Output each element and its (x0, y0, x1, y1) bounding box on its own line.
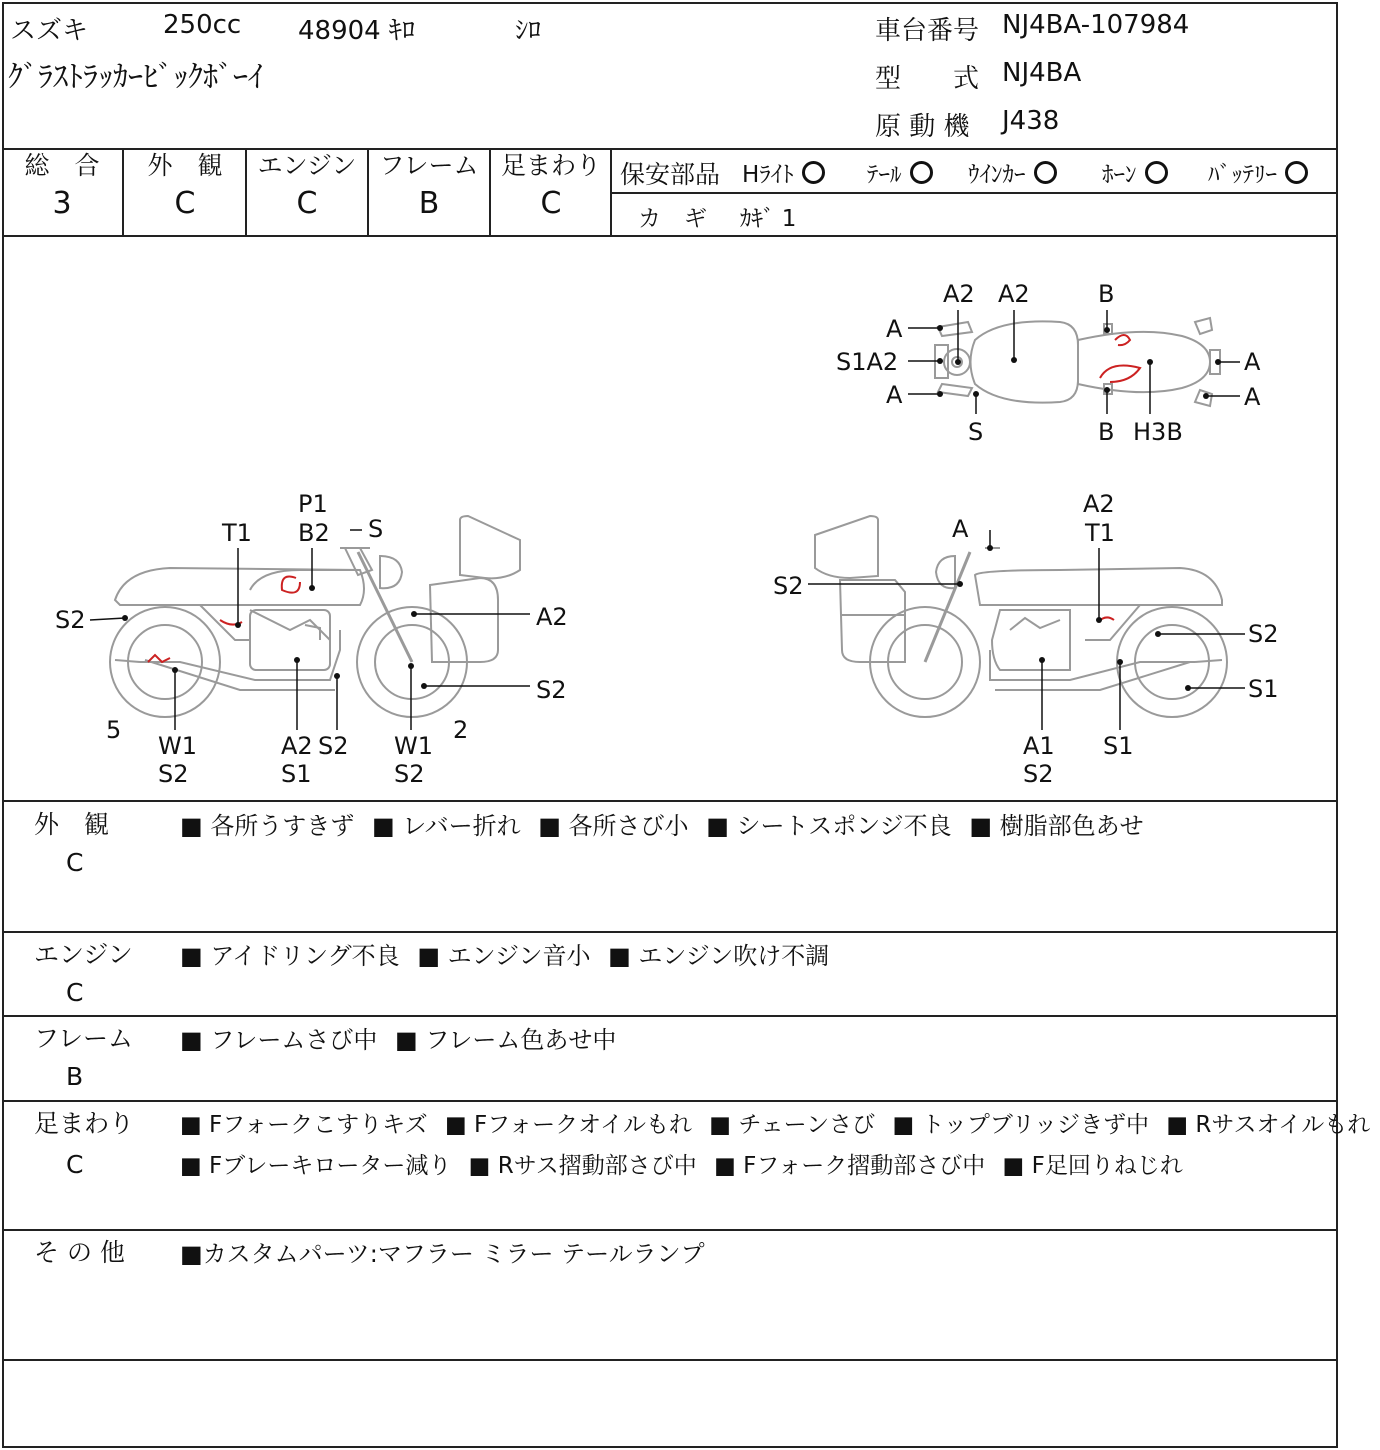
grade-value: 3 (52, 186, 72, 221)
engine-label: 原 動 機 (875, 112, 970, 142)
safety-item-label: Hﾗｲﾄ (742, 162, 794, 188)
note-item: ■ F足回りねじれ (1002, 1153, 1183, 1179)
diagram-label: S1 (1248, 675, 1279, 703)
damage-mark (1100, 335, 1140, 382)
safety-item-label: ﾎｰﾝ (1102, 162, 1137, 188)
diagram-label: S1 (281, 760, 312, 788)
diagram-label: S2 (158, 760, 189, 788)
grade-label: 外 観 (147, 151, 223, 180)
divider (2, 800, 1338, 802)
diagram-label: A (952, 515, 969, 543)
diagram-label: B (1098, 418, 1115, 446)
displacement: 250cc (163, 10, 242, 40)
engine-notes (180, 936, 839, 976)
diagram-label: S (368, 515, 384, 543)
diagram-label: S2 (1023, 760, 1054, 788)
diagram-label: P1 (298, 490, 328, 518)
diagram-label: A2 (943, 280, 975, 308)
chassis-label: 車台番号 (875, 16, 980, 46)
section-grade: C (66, 848, 84, 877)
note-item: ■ Fフォーク摺動部さび中 (714, 1153, 986, 1179)
divider (2, 1229, 1338, 1231)
note-item: ■ チェーンさび (709, 1112, 876, 1138)
right-view-motorcycle (815, 516, 1227, 717)
grade-label: 総 合 (24, 151, 100, 180)
diagram-label: S2 (536, 676, 567, 704)
diagram-label: A (886, 315, 903, 343)
diagram-label: S1 (1103, 732, 1134, 760)
diagram-label: S2 (318, 732, 349, 760)
safety-item-winker (968, 156, 1057, 189)
grade-engine (247, 150, 367, 226)
safety-item-taillight (867, 156, 933, 189)
diagram-label: S2 (1248, 620, 1279, 648)
frame-notes (180, 1020, 626, 1060)
safety-title: 保安部品 (620, 160, 721, 189)
diagram-label: 5 (106, 716, 122, 744)
ok-circle-icon (1145, 161, 1168, 184)
suspension-notes-line2 (180, 1146, 1193, 1186)
diagram-label: W1 (394, 732, 433, 760)
section-title: そ の 他 (34, 1238, 125, 1267)
ok-circle-icon (1034, 161, 1057, 184)
grade-value: C (296, 186, 318, 221)
diagram-label: A2 (1083, 490, 1115, 518)
exterior-notes (180, 806, 1154, 846)
note-item: ■ アイドリング不良 (180, 942, 400, 970)
diagram-label: S2 (55, 606, 86, 634)
safety-item-label: ﾃｰﾙ (867, 162, 902, 188)
divider (2, 931, 1338, 933)
grade-suspension (491, 150, 611, 226)
key-value: ｶｷﾞ 1 (740, 206, 797, 232)
model-name: ｸﾞﾗｽﾄﾗｯｶｰﾋﾞｯｸﾎﾞｰｲ (8, 60, 263, 95)
diagram-label: S (968, 418, 984, 446)
note-item: ■ Rサスオイルもれ (1166, 1112, 1371, 1138)
grade-exterior (124, 150, 246, 226)
divider (2, 1015, 1338, 1017)
divider (2, 1100, 1338, 1102)
diagram-label: A1 (1023, 732, 1055, 760)
section-grade: B (66, 1062, 84, 1091)
diagram-label: A2 (536, 603, 568, 631)
note-item: ■ Rサス摺動部さび中 (468, 1153, 697, 1179)
diagram-label: W1 (158, 732, 197, 760)
note-item: ■ Fフォークオイルもれ (444, 1112, 692, 1138)
grade-label: 足まわり (500, 151, 601, 180)
note-item: ■ レバー折れ (371, 812, 521, 840)
diagram-label: S1A2 (836, 348, 899, 376)
section-grade: C (66, 978, 84, 1007)
diagram-label: B2 (298, 519, 330, 547)
ok-circle-icon (1285, 161, 1308, 184)
note-item: ■ Fフォークこすりキズ (180, 1112, 428, 1138)
note-item: ■カスタムパーツ:マフラー ミラー テールランプ (180, 1240, 705, 1268)
diagram-label: A (1244, 348, 1261, 376)
grade-value: B (418, 186, 440, 221)
note-item: ■ エンジン音小 (417, 942, 591, 970)
chassis-number: NJ4BA-107984 (1002, 10, 1190, 40)
note-item: ■ エンジン吹け不調 (608, 942, 830, 970)
safety-item-label: ﾊﾞｯﾃﾘｰ (1208, 162, 1277, 188)
note-item: ■ シートスポンジ不良 (706, 812, 952, 840)
diagram-label: A (1244, 383, 1261, 411)
grade-overall (2, 150, 122, 226)
other-notes (180, 1234, 715, 1274)
ok-circle-icon (910, 161, 933, 184)
note-item: ■ Fブレーキローター減り (180, 1153, 452, 1179)
grade-value: C (174, 186, 196, 221)
diagram-label: A2 (998, 280, 1030, 308)
grade-frame (369, 150, 489, 226)
color: ｼﾛ (515, 16, 542, 46)
diagram-label: S2 (394, 760, 425, 788)
note-item: ■ 樹脂部色あせ (969, 812, 1144, 840)
diagram-label: H3B (1133, 418, 1183, 446)
section-title: エンジン (34, 940, 133, 969)
diagram-label: T1 (222, 519, 252, 547)
safety-item-label: ｳｲﾝｶｰ (968, 162, 1026, 188)
type-value: NJ4BA (1002, 58, 1082, 88)
diagram-label: B (1098, 280, 1115, 308)
engine-value: J438 (1002, 106, 1060, 136)
grade-value: C (540, 186, 562, 221)
grade-label: エンジン (257, 151, 357, 180)
divider (612, 192, 1338, 194)
type-label: 型 式 (875, 64, 980, 94)
maker: スズキ (10, 16, 89, 46)
left-view-leaders (90, 530, 530, 730)
note-item: ■ 各所さび小 (538, 812, 689, 840)
section-title: 外 観 (34, 810, 110, 839)
note-item: ■ 各所うすきず (180, 812, 355, 840)
note-item: ■ トップブリッジきず中 (892, 1112, 1150, 1138)
mileage: 48904 ｷﾛ (298, 16, 415, 46)
divider (2, 1359, 1338, 1361)
ok-circle-icon (802, 161, 825, 184)
section-title: フレーム (34, 1024, 134, 1053)
diagram-label: T1 (1085, 519, 1115, 547)
safety-item-battery (1208, 156, 1308, 189)
damage-diagram (0, 237, 1341, 800)
right-view-leaders (808, 530, 1245, 730)
note-item: ■ フレームさび中 (180, 1026, 378, 1054)
diagram-label: S2 (773, 572, 804, 600)
safety-item-horn (1102, 156, 1168, 189)
diagram-label: 2 (453, 716, 469, 744)
section-title: 足まわり (34, 1109, 135, 1138)
safety-item-headlight (742, 156, 825, 189)
section-grade: C (66, 1150, 84, 1179)
diagram-label: A2 (281, 732, 313, 760)
grade-label: フレーム (379, 151, 479, 180)
suspension-notes-line1 (180, 1105, 1380, 1145)
diagram-label: A (886, 381, 903, 409)
key-label: カ ギ (638, 206, 707, 232)
note-item: ■ フレーム色あせ中 (395, 1026, 617, 1054)
damage-mark (148, 577, 300, 663)
